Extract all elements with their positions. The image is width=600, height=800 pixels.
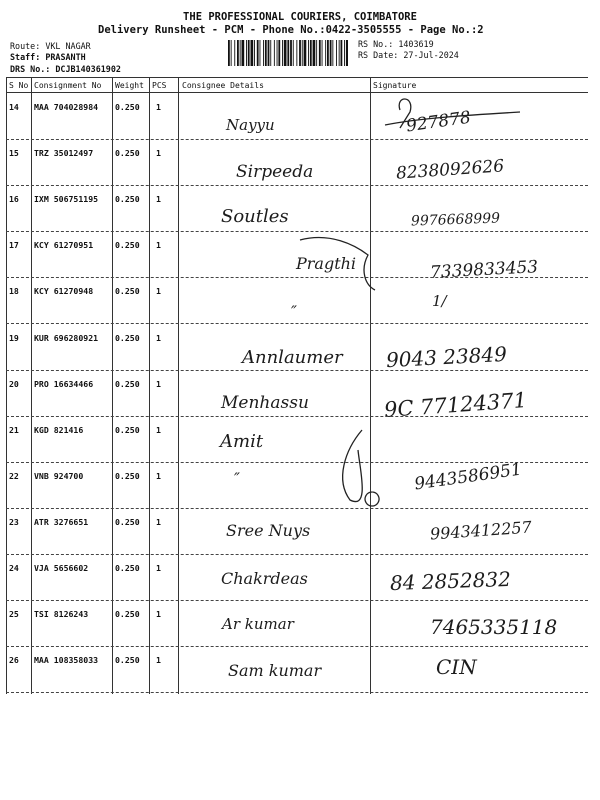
row-pcs: 1 <box>156 332 161 343</box>
row-sno: 14 <box>9 102 19 112</box>
row-sno: 23 <box>9 516 19 527</box>
signature-handwriting: 7339833453 <box>429 257 539 284</box>
row-weight: 0.250 <box>115 563 140 573</box>
row-weight: 0.250 <box>115 609 140 620</box>
consignee-handwriting: Soutles <box>221 206 289 228</box>
row-sno: 16 <box>9 194 19 205</box>
rs-date-value: 27-Jul-2024 <box>403 50 459 60</box>
row-weight: 0.250 <box>115 102 140 112</box>
consignee-handwriting: Sirpeeda <box>236 162 314 183</box>
row-pcs: 1 <box>156 240 161 251</box>
pen-stroke <box>365 492 379 506</box>
row-pcs: 1 <box>156 286 161 297</box>
row-weight: 0.250 <box>115 148 140 159</box>
consignee-handwriting: ″ <box>234 468 240 488</box>
row-pcs: 1 <box>156 470 161 481</box>
row-pcs: 1 <box>156 516 161 527</box>
staff-label: Staff: <box>10 52 41 62</box>
row-weight: 0.250 <box>115 378 140 389</box>
row-pcs: 1 <box>156 194 161 205</box>
row-sno: 25 <box>9 609 19 620</box>
row-sno: 26 <box>9 655 19 666</box>
pen-stroke <box>300 238 375 290</box>
page-title: THE PROFESSIONAL COURIERS, COIMBATORE <box>183 11 417 23</box>
route-label: Route: <box>10 41 41 51</box>
row-pcs: 1 <box>156 148 161 159</box>
row-sno: 21 <box>9 424 19 435</box>
row-consignment-no: KGD 821416 <box>34 424 84 435</box>
signature-handwriting: 9976668999 <box>410 210 501 230</box>
signature-handwriting: 1/ <box>432 292 447 311</box>
row-weight: 0.250 <box>115 286 140 297</box>
row-sno: 20 <box>9 378 19 389</box>
signature-handwriting: 8238092626 <box>395 156 505 184</box>
row-weight: 0.250 <box>115 470 140 481</box>
consignee-handwriting: Pragthi <box>296 254 357 274</box>
consignee-handwriting: Sam kumar <box>228 661 322 681</box>
row-pcs: 1 <box>156 102 161 112</box>
col-weight: Weight <box>115 81 144 90</box>
consignee-handwriting: Sree Nuys <box>226 520 311 540</box>
consignee-handwriting: Ar kumar <box>222 615 294 634</box>
row-consignment-no: KCY 61270948 <box>34 286 94 297</box>
signature-handwriting: CIN <box>436 655 477 680</box>
consignee-handwriting: Annlaumer <box>242 346 343 368</box>
consignee-handwriting: Amit <box>220 430 264 452</box>
consignee-handwriting: Menhassu <box>221 392 309 413</box>
route-value: VKL NAGAR <box>45 41 91 51</box>
pen-stroke <box>399 99 411 128</box>
row-pcs: 1 <box>156 655 161 666</box>
row-consignment-no: VJA 5656602 <box>34 563 89 573</box>
consignee-handwriting: Chakrdeas <box>221 569 308 588</box>
row-weight: 0.250 <box>115 332 140 343</box>
row-weight: 0.250 <box>115 516 140 527</box>
row-consignment-no: KCY 61270951 <box>34 240 94 251</box>
col-consignment: Consignment No <box>34 81 102 90</box>
row-consignment-no: MAA 704028984 <box>34 102 99 112</box>
row-consignment-no: MAA 108358033 <box>34 655 99 666</box>
signature-handwriting: 927878 <box>404 107 472 137</box>
row-sno: 17 <box>9 240 19 251</box>
rs-no-label: RS No.: <box>358 39 394 49</box>
staff-value: PRASANTH <box>45 52 86 62</box>
col-signature: Signature <box>373 81 417 90</box>
row-consignment-no: TSI 8126243 <box>34 609 89 620</box>
consignee-handwriting: ″ <box>291 302 297 322</box>
row-consignment-no: KUR 696280921 <box>34 332 99 343</box>
row-pcs: 1 <box>156 424 161 435</box>
row-consignment-no: ATR 3276651 <box>34 516 89 527</box>
pen-stroke <box>343 430 363 502</box>
row-sno: 15 <box>9 148 19 159</box>
rs-date-label: RS Date: <box>358 50 399 60</box>
row-pcs: 1 <box>156 378 161 389</box>
row-sno: 18 <box>9 286 19 297</box>
signature-handwriting: 9043 23849 <box>385 341 508 372</box>
signature-handwriting: 9C 77124371 <box>383 387 528 422</box>
row-sno: 19 <box>9 332 19 343</box>
col-sno: S No <box>9 81 29 90</box>
col-pcs: PCS <box>152 81 167 90</box>
signature-handwriting: 84 2852832 <box>389 566 512 596</box>
row-sno: 22 <box>9 470 19 481</box>
rs-no-value: 1403619 <box>398 39 434 49</box>
row-consignment-no: VNB 924700 <box>34 470 84 481</box>
signature-handwriting: 9443586951 <box>413 459 524 495</box>
row-consignment-no: PRO 16634466 <box>34 378 94 389</box>
col-consignee: Consignee Details <box>182 81 264 90</box>
row-sno: 24 <box>9 563 19 573</box>
row-pcs: 1 <box>156 563 161 573</box>
row-weight: 0.250 <box>115 424 140 435</box>
signature-handwriting: 9943412257 <box>429 517 533 544</box>
row-weight: 0.250 <box>115 194 140 205</box>
drs-value: DCJB140361902 <box>55 64 121 74</box>
consignee-handwriting: Nayyu <box>226 116 275 134</box>
row-weight: 0.250 <box>115 655 140 666</box>
row-consignment-no: IXM 506751195 <box>34 194 99 205</box>
drs-label: DRS No.: <box>10 64 51 74</box>
signature-handwriting: 7465335118 <box>430 615 558 640</box>
runsheet-subtitle: Delivery Runsheet - PCM - Phone No.:0422-3505555 - Page No.:2 <box>98 24 484 36</box>
row-weight: 0.250 <box>115 240 140 251</box>
row-pcs: 1 <box>156 609 161 620</box>
row-consignment-no: TRZ 35012497 <box>34 148 94 159</box>
